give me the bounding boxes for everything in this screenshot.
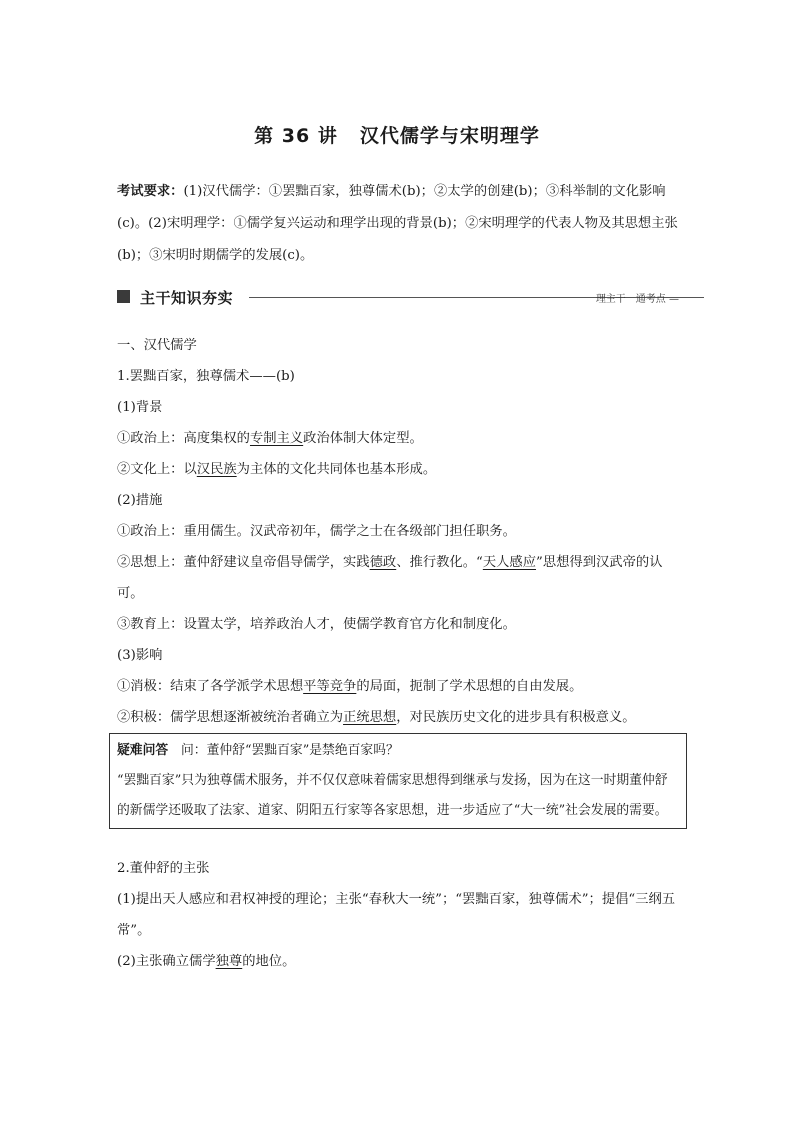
section-tag: 理主干 通考点 — <box>595 294 679 305</box>
paragraph: ①消极：结束了各学派学术思想平等竞争的局面，扼制了学术思想的自由发展。 <box>117 679 583 694</box>
underlined-term: 专制主义 <box>249 431 304 446</box>
underlined-term: 正统思想 <box>343 710 397 725</box>
section-title: 主干知识夯实 <box>140 289 234 307</box>
item-measures: (2)措施 <box>117 493 163 508</box>
qa-question: 问：董仲舒“罢黜百家”是禁绝百家吗？ <box>180 743 399 758</box>
lecture-title: 汉代儒学与宋明理学 <box>359 125 540 147</box>
square-bullet-icon <box>117 290 130 303</box>
paragraph: (1)提出天人感应和君权神授的理论；主张“春秋大一统”；“罢黜百家，独尊儒术”；提倡“三纲五常”。 <box>117 892 676 938</box>
exam-requirements <box>117 176 679 272</box>
content-body <box>117 330 679 977</box>
underlined-term: 天人感应 <box>482 555 537 570</box>
underlined-term: 德政 <box>369 555 397 570</box>
underlined-term: 平等竞争 <box>303 679 357 694</box>
requirements-text: (1)汉代儒学：①罢黜百家，独尊儒术(b)；②太学的创建(b)；③科举制的文化影响(c)。(2)宋明理学：①儒学复兴运动和理学出现的背景(b)；②宋明理学的代表人物及其思想主张(b)；③宋明时期儒学的发展(c)。 <box>117 184 678 263</box>
paragraph: ①政治上：高度集权的专制主义政治体制大体定型。 <box>117 431 423 446</box>
subheading-1: 1.罢黜百家，独尊儒术——(b) <box>117 369 295 384</box>
underlined-term: 汉民族 <box>196 462 237 477</box>
paragraph: ②文化上：以汉民族为主体的文化共同体也基本形成。 <box>117 462 437 477</box>
qa-box <box>109 733 687 829</box>
item-background: (1)背景 <box>117 400 163 415</box>
qa-question-line <box>117 736 680 766</box>
qa-answer: “罢黜百家”只为独尊儒术服务，并不仅仅意味着儒家思想得到继承与发扬，因为在这一时期董仲舒的新儒学还吸取了法家、道家、阴阳五行家等各家思想，进一步适应了“大一统”社会发展的需要。 <box>117 773 668 818</box>
paragraph: ①政治上：重用儒生。汉武帝初年，儒学之士在各级部门担任职务。 <box>117 524 516 539</box>
page-title <box>0 121 794 148</box>
subheading-2: 2.董仲舒的主张 <box>117 861 210 876</box>
section-header <box>117 287 679 307</box>
paragraph: ②思想上：董仲舒建议皇帝倡导儒学，实践德政、推行教化。“天人感应”思想得到汉武帝的认可。 <box>117 555 663 601</box>
underlined-term: 独尊 <box>215 954 243 969</box>
paragraph: ②积极：儒学思想逐渐被统治者确立为正统思想，对民族历史文化的进步具有积极意义。 <box>117 710 636 725</box>
lecture-number: 第 36 讲 <box>254 125 338 147</box>
qa-label: 疑难问答 <box>117 743 169 758</box>
paragraph: ③教育上：设置太学，培养政治人才，使儒学教育官方化和制度化。 <box>117 617 516 632</box>
paragraph: (2)主张确立儒学独尊的地位。 <box>117 954 296 969</box>
heading-han-confucianism: 一、汉代儒学 <box>117 338 197 353</box>
requirements-label: 考试要求： <box>117 184 184 199</box>
item-impact: (3)影响 <box>117 648 163 663</box>
